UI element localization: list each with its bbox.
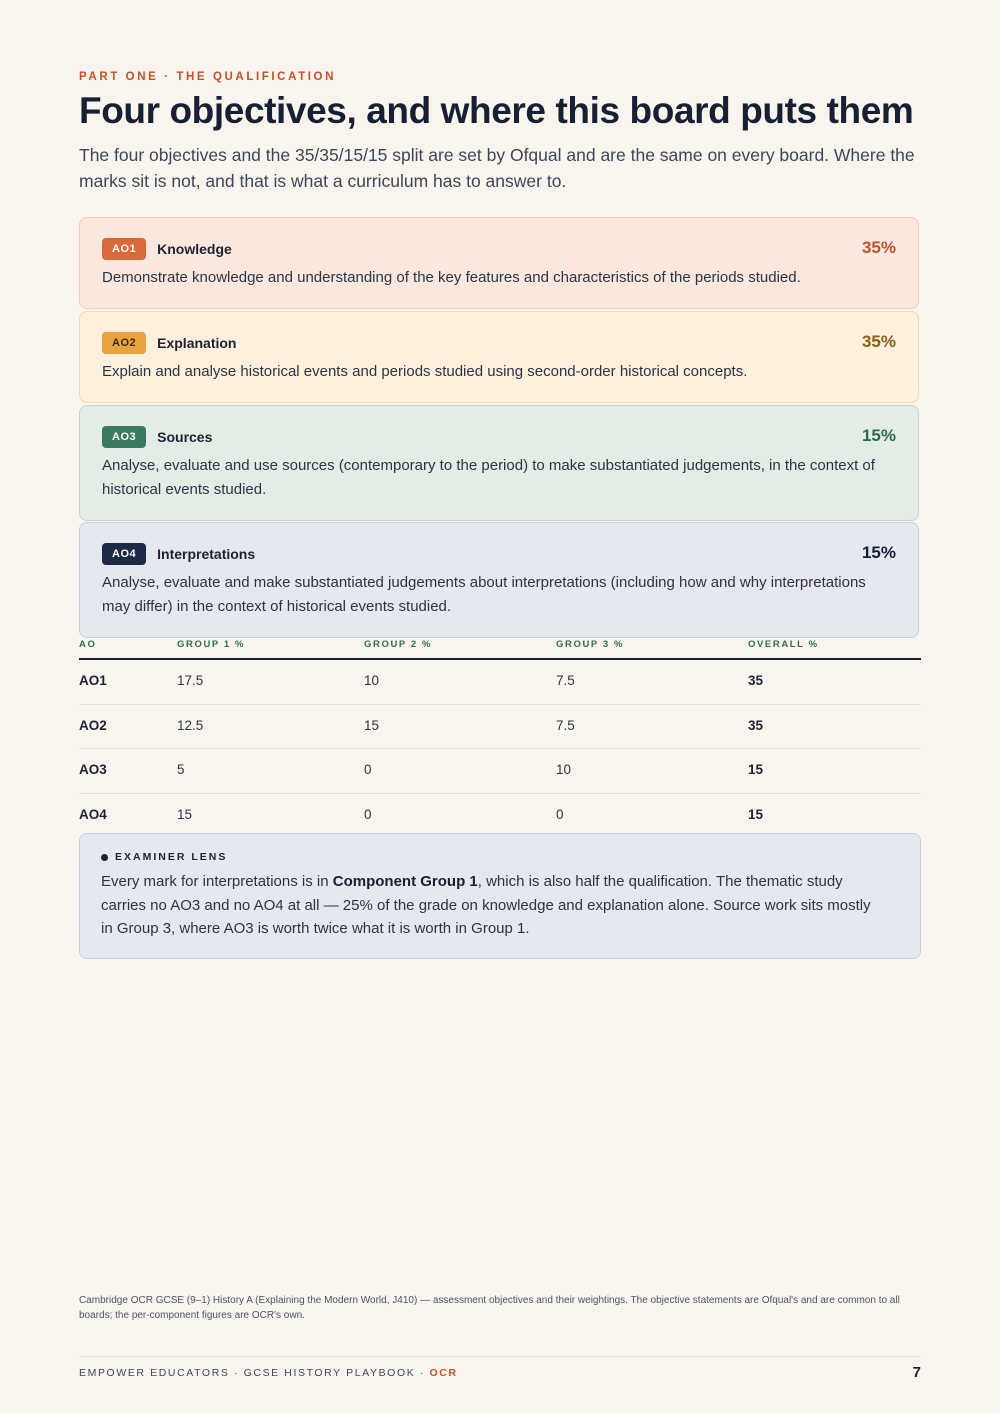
objective-card-ao3: [79, 405, 919, 521]
callout-text: Every mark for interpretations is in: [101, 873, 333, 890]
callout-label: EXAMINER LENS: [115, 851, 228, 863]
ao-name: Knowledge: [157, 241, 232, 257]
cell-ao: AO3: [79, 762, 107, 777]
page-number: 7: [912, 1364, 921, 1381]
page-title: Four objectives, and where this board puts them: [79, 90, 914, 131]
ao-name: Interpretations: [157, 546, 256, 562]
cell-overall: 15: [748, 806, 764, 822]
objective-card-ao1: [79, 217, 919, 309]
table-header: [79, 638, 921, 660]
ao-description: Analyse, evaluate and make substantiated judgements about interpretations (including how and why interpretations may differ) in the context of historical events studied.: [102, 574, 866, 615]
intro-paragraph: The four objectives and the 35/35/15/15 split are set by Ofqual and are the same on every board. Where the marks sit is not, and that is what a curriculum has to answer to.: [79, 145, 915, 191]
cell-ao: AO2: [79, 717, 107, 733]
cell-group3: 7.5: [556, 673, 575, 688]
column-header-group2: GROUP 2 %: [364, 639, 433, 650]
callout-text: , which is also half the qualification. The thematic study carries no AO3 and no AO4 at all — 25% of the grade on knowledge and explanation alone. Source work sits mostly in Group 3, where AO3 is worth twice what it is worth in Group 1.: [101, 873, 871, 937]
ao-weight: 15%: [861, 543, 896, 562]
cell-group1: 17.5: [177, 673, 204, 688]
column-header-overall: OVERALL %: [748, 639, 819, 650]
weightings-table: [79, 638, 921, 837]
ao-weight: 35%: [861, 332, 896, 351]
table-row: [79, 794, 921, 838]
ao-name: Explanation: [157, 335, 237, 351]
cell-overall: 35: [748, 717, 764, 733]
bullet-dot-icon: [101, 854, 108, 861]
cell-group2: 15: [364, 717, 380, 733]
ao-code-badge: AO3: [102, 426, 146, 448]
table-row: [79, 705, 921, 750]
table-row: [79, 749, 921, 794]
cell-group2: 0: [364, 762, 372, 777]
column-header-ao: AO: [79, 639, 97, 650]
ao-description: Explain and analyse historical events and periods studied using second-order historical concepts.: [102, 363, 748, 380]
footer-divider: [79, 1356, 921, 1357]
cell-ao: AO1: [79, 673, 107, 688]
ao-weight: 35%: [861, 238, 896, 257]
ao-name: Sources: [157, 429, 213, 445]
running-footer: [79, 1367, 458, 1379]
cell-group3: 7.5: [556, 717, 575, 733]
ao-code-badge: AO2: [102, 332, 146, 354]
ao-code-badge: AO1: [102, 238, 146, 260]
cell-group2: 0: [364, 806, 372, 822]
table-row: [79, 660, 921, 705]
ao-description: Analyse, evaluate and use sources (contemporary to the period) to make substantiated judgements, in the context of historical events studied.: [102, 457, 875, 498]
cell-group1: 15: [177, 806, 193, 822]
ao-code-badge: AO4: [102, 543, 146, 565]
cell-group2: 10: [364, 673, 380, 688]
cell-group1: 12.5: [177, 717, 204, 733]
cell-ao: AO4: [79, 806, 107, 822]
footer-board-name: OCR: [429, 1367, 458, 1379]
cell-group1: 5: [177, 762, 185, 777]
source-footnote: Cambridge OCR GCSE (9–1) History A (Explaining the Modern World, J410) — assessment objectives and their weightings. The objective statements are Ofqual's and are common to all boards; the per-component figures are OCR's own.: [79, 1295, 900, 1321]
section-eyebrow: PART ONE · THE QUALIFICATION: [79, 71, 337, 83]
callout-body: [101, 870, 884, 941]
ao-description: Demonstrate knowledge and understanding of the key features and characteristics of the periods studied.: [102, 269, 801, 286]
callout-emphasis: Component Group 1: [332, 873, 478, 890]
examiner-lens-callout: [79, 833, 921, 959]
footer-text: EMPOWER EDUCATORS · GCSE HISTORY PLAYBOOK ·: [79, 1367, 430, 1379]
column-header-group1: GROUP 1 %: [177, 639, 246, 650]
cell-overall: 15: [748, 762, 764, 777]
cell-group3: 10: [556, 762, 572, 777]
cell-group3: 0: [556, 806, 564, 822]
cell-overall: 35: [748, 673, 764, 688]
objective-card-ao2: [79, 311, 919, 403]
column-header-group3: GROUP 3 %: [556, 639, 625, 650]
ao-weight: 15%: [861, 426, 896, 445]
objective-card-ao4: [79, 522, 919, 638]
